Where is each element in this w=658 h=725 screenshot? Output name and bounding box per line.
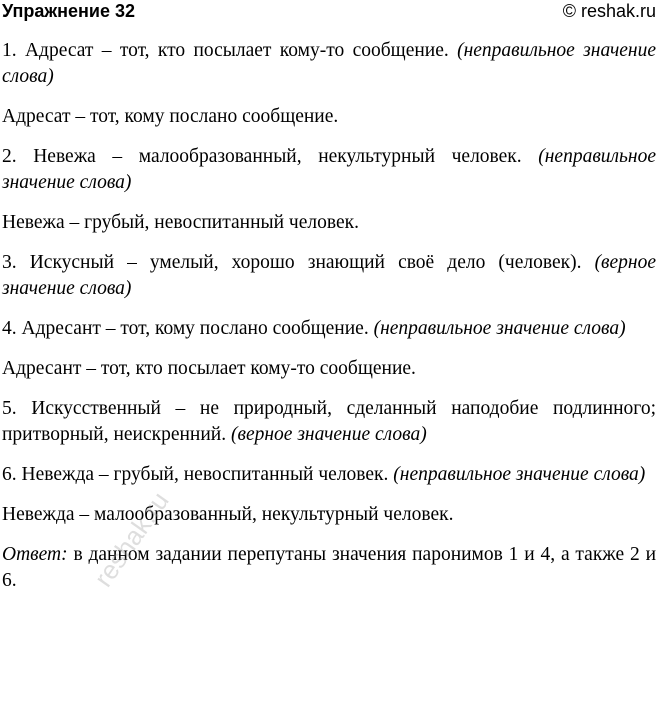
- paragraph-10: [2, 502, 656, 528]
- paragraph-text: Невежда – малообразованный, некультурный человек.: [2, 504, 454, 525]
- paragraph-6: [2, 316, 656, 342]
- paragraph-note: (неправильное значение слова): [373, 318, 626, 339]
- paragraph-text: 5. Искусственный – не природный, сделанный наподобие подлинного; притворный, неискренний.: [2, 398, 656, 445]
- exercise-body: [2, 38, 656, 606]
- paragraph-text: 2. Невежа – малообразованный, некультурный человек.: [2, 146, 522, 167]
- answer-label: Ответ:: [2, 544, 68, 565]
- paragraph-text: 3. Искусный – умелый, хорошо знающий своё дело (человек).: [2, 252, 582, 273]
- paragraph-8: [2, 396, 656, 448]
- paragraph-note: (неправильное значение слова): [2, 40, 656, 87]
- paragraph-note: (верное значение слова): [231, 424, 427, 445]
- paragraph-text: Адресант – тот, кто посылает кому-то сообщение.: [2, 358, 416, 379]
- paragraph-note: (верное значение слова): [2, 252, 657, 299]
- answer-text: в данном задании перепутаны значения паронимов 1 и 4, а также 2 и 6.: [2, 544, 657, 591]
- paragraph-3: [2, 144, 656, 196]
- exercise-title: Упражнение 32: [2, 1, 136, 21]
- watermark: reshak.ru: [88, 486, 175, 593]
- paragraph-note: (неправильное значение слова): [2, 146, 656, 193]
- site-credit: © reshak.ru: [562, 1, 656, 21]
- paragraph-2: [2, 104, 656, 130]
- paragraph-5: [2, 250, 656, 302]
- paragraph-text: 4. Адресант – тот, кому послано сообщение.: [2, 318, 369, 339]
- paragraph-text: Невежа – грубый, невоспитанный человек.: [2, 212, 359, 233]
- paragraph-text: 6. Невежда – грубый, невоспитанный человек.: [2, 464, 389, 485]
- answer-paragraph: [2, 542, 656, 594]
- paragraph-4: [2, 210, 656, 236]
- paragraph-7: [2, 356, 656, 382]
- paragraph-1: [2, 38, 656, 90]
- paragraph-text: 1. Адресат – тот, кто посылает кому-то сообщение.: [2, 40, 449, 61]
- paragraph-9: [2, 462, 656, 488]
- paragraph-text: Адресат – тот, кому послано сообщение.: [2, 106, 339, 127]
- page-header: [2, 0, 656, 24]
- paragraph-note: (неправильное значение слова): [393, 464, 646, 485]
